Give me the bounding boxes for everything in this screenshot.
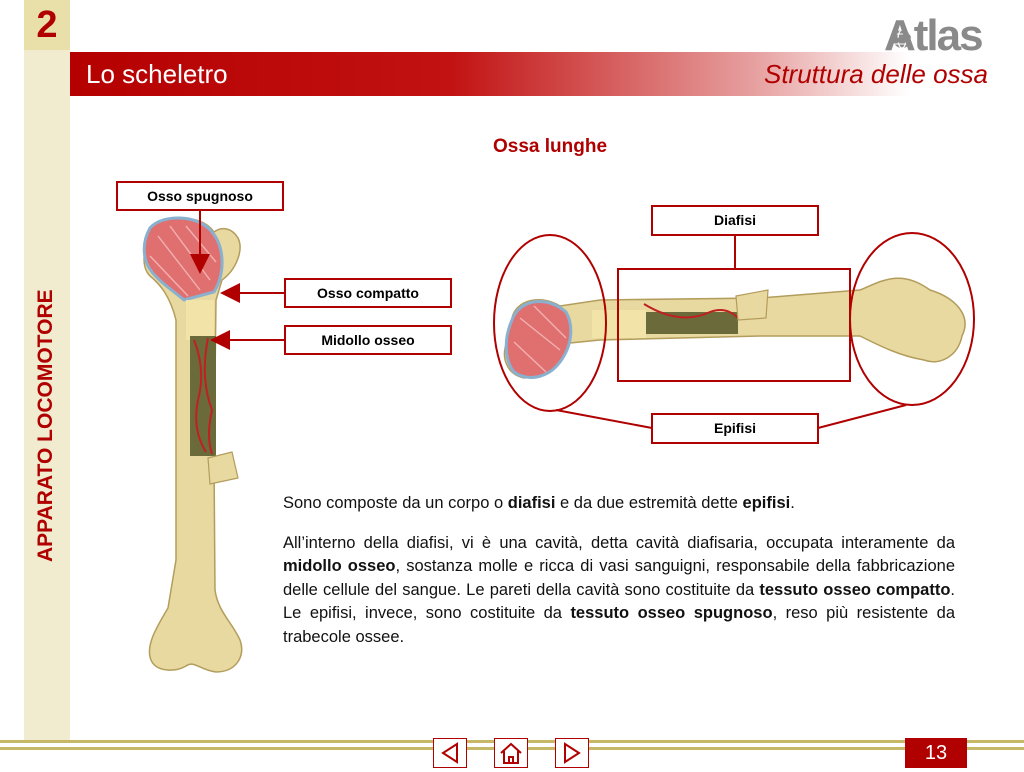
- epifisi-connector-left: [556, 410, 652, 428]
- text-run: Sono composte da un corpo o: [283, 494, 508, 512]
- arrow-right-icon: [556, 739, 588, 767]
- subsection-title: Struttura delle ossa: [763, 59, 988, 89]
- logo-text: Atlas: [884, 11, 982, 54]
- chapter-number: 2: [36, 4, 58, 46]
- section-title: Lo scheletro: [86, 59, 228, 89]
- text-run: , sostanza molle e ricca di vasi sanguigni, responsabile della fabbricazione delle cellule del sangue. Le pareti della cavità sono costituite da: [283, 557, 955, 599]
- femur-horizontal: [505, 278, 965, 378]
- epifisi-connector-right: [818, 405, 906, 428]
- text-run: . Le epifisi, invece, sono costituite da: [283, 580, 955, 623]
- term-midollo-osseo: midollo osseo: [283, 557, 396, 576]
- term-tessuto-compatto: tessuto osseo compatto: [759, 580, 951, 599]
- text-run: , reso più resistente da trabecole ossee.: [283, 604, 956, 646]
- paragraph-detail: [283, 532, 955, 650]
- prev-button[interactable]: [433, 738, 467, 768]
- term-tessuto-spugnoso: tessuto osseo spugnoso: [570, 604, 773, 623]
- body-text: [283, 492, 955, 666]
- sidebar-label: APPARATO LOCOMOTORE: [34, 289, 57, 562]
- text-run: e da due estremità dette: [555, 494, 743, 512]
- home-button[interactable]: [494, 738, 528, 768]
- page-number: 13: [905, 738, 967, 768]
- text-run: .: [790, 494, 795, 512]
- term-epifisi: epifisi: [742, 494, 791, 512]
- femur-vertical: [144, 218, 242, 672]
- text-run: All’interno della diafisi, vi è una cavità, detta cavità diafisaria, occupata interamente da: [283, 533, 955, 552]
- label-epifisi: Epifisi: [651, 413, 819, 444]
- paragraph-intro: [283, 492, 955, 516]
- diagram-heading: Ossa lunghe: [492, 136, 608, 157]
- label-midollo-osseo: Midollo osseo: [284, 325, 452, 355]
- next-button[interactable]: [555, 738, 589, 768]
- term-diafisi: diafisi: [507, 494, 556, 512]
- arrow-left-icon: [434, 739, 466, 767]
- label-osso-compatto: Osso compatto: [284, 278, 452, 308]
- label-diafisi: Diafisi: [651, 205, 819, 236]
- home-icon: [495, 739, 527, 767]
- label-osso-spugnoso: Osso spugnoso: [116, 181, 284, 211]
